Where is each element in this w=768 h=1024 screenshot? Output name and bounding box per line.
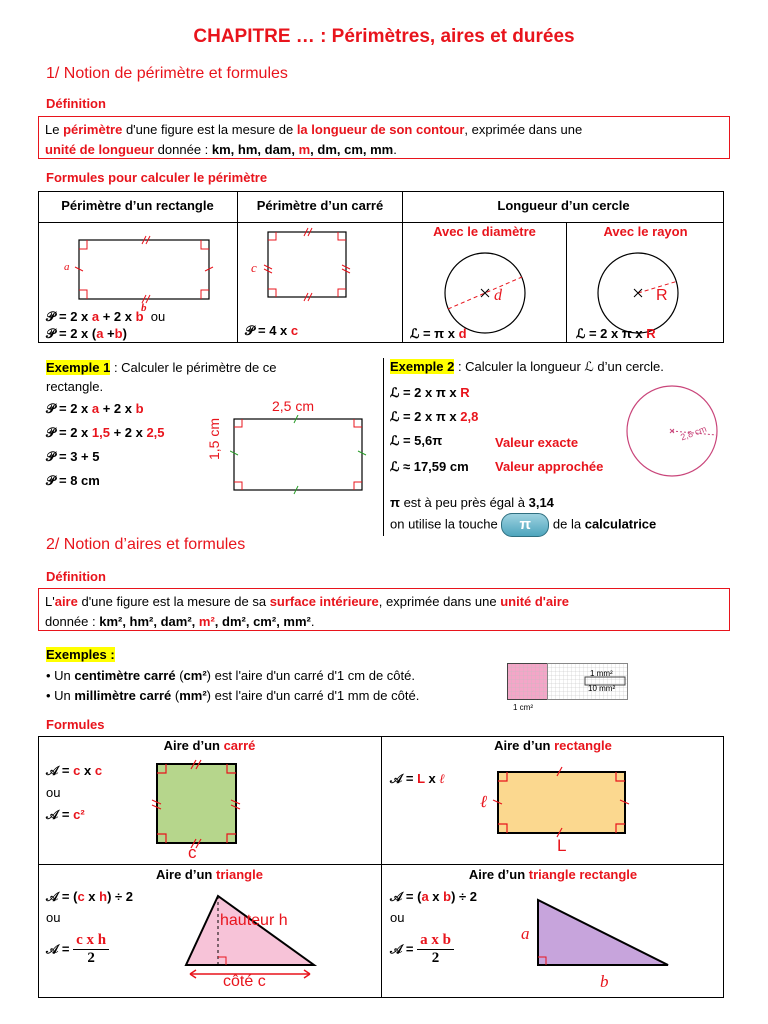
def-term: unité de longueur [45,142,155,157]
rect-side-a-label: a [64,261,70,273]
def-units: m [298,142,311,157]
exact-value-label: Valeur exacte [495,435,579,450]
def-units: , dm, cm, mm [310,142,394,157]
circle-diameter-formula: ℒ = π x d [410,326,467,341]
subheader-diameter: Avec le diamètre [433,224,536,239]
examples-label: Exemples : [46,647,115,662]
def-units: km, hm, dam, [211,142,299,157]
area-rectangle-formula: 𝒜 = L x ℓ [390,771,445,786]
area-triangle-fraction: 𝒜 = $\frac{\text{c x h}}{2}$ [46,932,109,967]
area-square-side-label: c [188,843,197,862]
area-rectangle-figure [493,767,629,837]
def-term: périmètre [63,122,123,137]
example1-steps: 𝒫 = 2 x a + 2 x b 𝒫 = 2 x 1,5 + 2 x 2,5 𝒫 = 3 + 5 𝒫 = 8 cm [46,401,165,488]
col-header-square: Périmètre d’un carré [256,198,384,213]
circle-radius-formula: ℒ = 2 x π x R [576,326,656,341]
rectangle-figure [75,236,213,303]
pi-note: π est à peu près égal à 3,14 on utilise la touche π de la calculatrice [390,493,656,537]
col-header-circle: Longueur d’un cercle [497,198,630,213]
def-term: la longueur de son contour [296,122,465,137]
rect-side-b-label: b [141,302,147,314]
area-definition-box: L'aire d'une figure est la mesure de sa surface intérieure, exprimée dans une unité d'aire donnée : km², hm², dam², m², dm², cm², mm². [38,588,730,631]
page-title: CHAPITRE … : Périmètres, aires et durées [193,26,575,47]
def-text: donnée : [154,142,212,157]
approx-value-label: Valeur approchée [495,459,604,474]
section2-heading: 2/ Notion d’aires et formules [46,536,246,553]
area-formulas-label: Formules [46,717,105,732]
def-text: . [393,142,397,157]
example1-rectangle-figure [230,415,370,495]
area-rectangle-width-label: ℓ [480,792,488,811]
def-text: d'une figure est la mesure de [122,122,297,137]
area-formulas-table [38,736,724,998]
area-rectangle-length-label: L [557,836,567,855]
example2-intro: Exemple 2 : Calculer la longueur ℒ d’un cercle. [390,359,664,374]
cm2-label: 1 cm² [513,703,533,712]
area-square-title: Aire d’un carré [163,738,256,753]
area-right-triangle-figure [538,900,668,965]
col-header-rectangle: Périmètre d’un rectangle [61,198,214,213]
right-triangle-side-a-label: a [521,924,530,943]
formulas-label: Formules pour calculer le périmètre [46,170,268,185]
diameter-label: d [494,287,502,304]
subheader-radius: Avec le rayon [603,224,688,239]
example2-radius-label: 2,8 cm [679,423,708,443]
area-right-triangle-title: Aire d’un triangle rectangle [468,867,638,882]
10mm2-label: 10 mm² [588,684,616,693]
circle-diameter-figure [445,253,525,333]
area-right-triangle-fraction: 𝒜 = $\frac{\text{a x b}}{2}$ [390,932,454,967]
example1-width-label: 2,5 cm [272,398,315,414]
area-right-triangle-formula: 𝒜 = (a x b) ÷ 2 ou [390,889,478,925]
area-triangle-figure [186,896,314,978]
triangle-base-label: côté c [223,973,266,990]
square-side-label: c [251,260,257,275]
definition-label: Définition [46,569,106,584]
section1-heading: 1/ Notion de périmètre et formules [46,65,288,82]
area-square-figure [152,760,240,848]
square-formula: 𝒫 = 4 x c [245,323,299,338]
square-figure [264,228,350,301]
mm2-label: 1 mm² [590,669,613,678]
perimeter-formulas-table [38,191,724,343]
def-text: , exprimée dans une [464,122,583,137]
definition-label: Définition [46,96,106,111]
area-triangle-title: Aire d’un triangle [156,867,263,882]
pi-key-button: π [501,513,549,537]
area-examples: • Un centimètre carré (cm²) est l'aire d'un carré d'1 cm de côté. • Un millimètre carré (mm²) est l'aire d'un carré d'1 mm de côté. [46,668,420,703]
area-triangle-formula: 𝒜 = (c x h) ÷ 2 ou [46,889,134,925]
example1-intro: Exemple 1 : Calculer le périmètre de ce rectangle. [46,360,277,394]
rect-formula: 𝒫 = 2 x a + 2 x b ou 𝒫 = 2 x (a +b) [46,309,166,341]
area-rectangle-title: Aire d’un rectangle [494,738,612,753]
approx-value: ℒ ≈ 17,59 cm [390,459,469,474]
area-square-formula: 𝒜 = c x c ou 𝒜 = c² [46,763,103,822]
triangle-height-label: hauteur h [220,912,288,929]
right-triangle-side-b-label: b [600,972,609,991]
radius-label: R [656,287,668,304]
example2-label: Exemple 2 [390,359,455,374]
examples-divider [383,358,384,536]
example2-steps: ℒ = 2 x π x R ℒ = 2 x π x 2,8 ℒ = 5,6π [390,385,479,448]
def-text: Le [45,122,64,137]
perimeter-definition-box [38,116,730,159]
example1-label: Exemple 1 [46,360,111,375]
example1-height-label: 1,5 cm [206,417,222,460]
